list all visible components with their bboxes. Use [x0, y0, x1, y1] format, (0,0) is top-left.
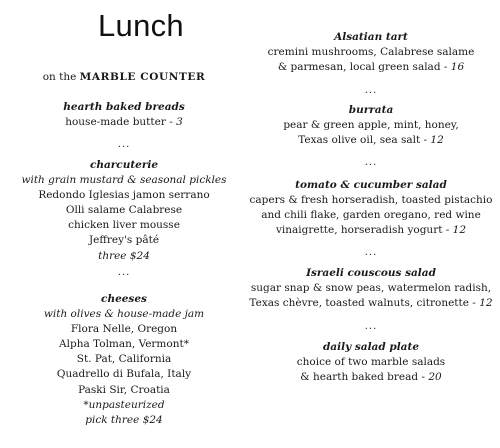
- section-heading: hearth baked breads: [63, 101, 185, 113]
- menu-item: & hearth baked bread - 20: [300, 371, 442, 384]
- separator-dots: ...: [117, 267, 131, 278]
- section-burrata: [246, 103, 496, 148]
- section-hearth-breads: [0, 100, 248, 130]
- section-tomato-cucumber: [246, 178, 496, 238]
- section-note: with olives & house-made jam: [43, 308, 205, 321]
- menu-item: Redondo Iglesias jamon serrano: [38, 189, 210, 202]
- menu-item: Texas chèvre, toasted walnuts, citronette - 12: [249, 297, 493, 310]
- separator-dots: ...: [117, 139, 131, 150]
- separator-dots: ...: [364, 247, 378, 258]
- section-heading: burrata: [348, 104, 394, 116]
- menu-item: pear & green apple, mint, honey,: [283, 119, 459, 132]
- menu-item: choice of two marble salads: [296, 356, 446, 369]
- section-heading: charcuterie: [89, 159, 159, 171]
- menu-item: Texas olive oil, sea salt - 12: [298, 134, 444, 147]
- section-price: three $24: [98, 249, 150, 262]
- item-price: 3: [176, 116, 183, 129]
- section-daily-salad-plate: [246, 340, 496, 385]
- footnote: *unpasteurized: [83, 398, 165, 411]
- section-cheeses: [0, 292, 248, 428]
- menu-item: Flora Nelle, Oregon: [70, 323, 178, 336]
- menu-title: Lunch: [98, 8, 184, 43]
- item-price: 12: [452, 224, 467, 237]
- menu-item: St. Pat, California: [76, 353, 172, 366]
- item-price: 12: [430, 134, 444, 147]
- section-heading: Israeli couscous salad: [306, 267, 436, 279]
- item-price: 20: [428, 371, 442, 384]
- section-heading: tomato & cucumber salad: [295, 179, 447, 191]
- menu-item: and chili flake, garden oregano, red wine: [261, 209, 481, 222]
- section-alsatian-tart: [246, 30, 496, 75]
- section-note: with grain mustard & seasonal pickles: [21, 174, 227, 187]
- subtitle-venue: MARBLE COUNTER: [79, 71, 206, 83]
- section-charcuterie: [0, 158, 248, 264]
- menu-item: capers & fresh horseradish, toasted pistachio: [249, 194, 493, 207]
- menu-item: Olli salame Calabrese: [65, 204, 183, 217]
- right-column: [246, 0, 496, 448]
- menu-item: & parmesan, local green salad - 16: [277, 61, 465, 74]
- section-heading: daily salad plate: [322, 341, 420, 353]
- section-couscous-salad: [246, 266, 496, 311]
- left-column: [0, 0, 248, 448]
- menu-item: chicken liver mousse: [68, 219, 180, 232]
- menu-item: sugar snap & snow peas, watermelon radish,: [250, 282, 492, 295]
- menu-item: cremini mushrooms, Calabrese salame: [267, 46, 475, 59]
- separator-dots: ...: [364, 157, 378, 168]
- section-heading: cheeses: [101, 293, 147, 305]
- section-heading: Alsatian tart: [334, 31, 408, 43]
- item-price: 16: [450, 61, 465, 74]
- section-price: pick three $24: [85, 413, 163, 426]
- subtitle-prefix: on the: [42, 71, 77, 83]
- menu-item: Alpha Tolman, Vermont*: [59, 338, 189, 351]
- menu-item: Paski Sir, Croatia: [78, 383, 170, 396]
- menu-item: vinaigrette, horseradish yogurt - 12: [275, 224, 467, 237]
- menu-item: Quadrello di Bufala, Italy: [56, 368, 192, 381]
- separator-dots: ...: [364, 85, 378, 96]
- menu-item: Jeffrey's pâté: [88, 234, 160, 247]
- menu-item: house-made butter - 3: [65, 116, 183, 129]
- separator-dots: ...: [364, 321, 378, 332]
- item-price: 12: [479, 297, 493, 310]
